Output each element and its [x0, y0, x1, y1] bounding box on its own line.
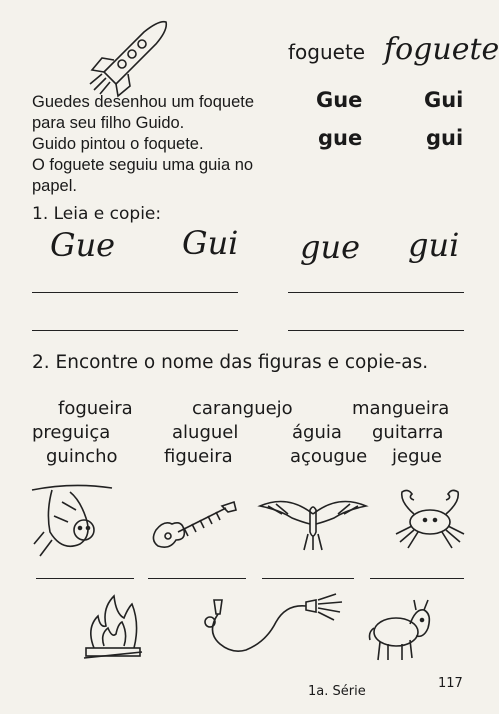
word-jegue: jegue [392, 446, 442, 467]
crab-drawing [390, 486, 470, 550]
copy-line[interactable] [288, 330, 464, 331]
fire-drawing [84, 592, 144, 662]
sloth-drawing [32, 482, 112, 562]
copy-line[interactable] [32, 330, 238, 331]
copy-line[interactable] [288, 292, 464, 293]
syllable-gue-lower: gue [318, 126, 363, 150]
exercise2-title: 2. Encontre o nome das figuras e copie-as. [32, 352, 429, 373]
copy-line[interactable] [370, 578, 464, 579]
donkey-drawing [366, 598, 436, 662]
story-line: papel. [32, 177, 77, 195]
guitar-drawing [148, 500, 238, 550]
copy-line[interactable] [32, 292, 238, 293]
copy-line[interactable] [262, 578, 354, 579]
word-preguica: preguiça [32, 422, 111, 443]
story-line: para seu filho Guido. [32, 114, 185, 132]
cursive-gui-lower: gui [408, 226, 460, 264]
story-line: Guido pintou o foquete. [32, 135, 204, 153]
exercise1-title: 1. Leia e copie: [32, 204, 162, 224]
story-text [32, 92, 254, 197]
cursive-gui-upper: Gui [182, 224, 239, 262]
word-mangueira: mangueira [352, 398, 450, 419]
cursive-gue-lower: gue [300, 228, 361, 266]
cursive-gue-upper: Gue [50, 226, 116, 264]
word-guincho: guincho [46, 446, 118, 467]
story-line: O foguete seguiu uma guia no [32, 156, 254, 174]
word-acougue: açougue [290, 446, 368, 467]
page-number: 117 [438, 676, 463, 691]
word-guitarra: guitarra [372, 422, 444, 443]
footer-series: 1a. Série [308, 684, 366, 699]
word-caranguejo: caranguejo [192, 398, 293, 419]
rocket-drawing [84, 12, 174, 92]
syllable-gue-upper: Gue [316, 88, 363, 112]
copy-line[interactable] [148, 578, 246, 579]
story-line: Guedes desenhou um foquete [32, 93, 255, 111]
syllable-gui-lower: gui [426, 126, 464, 150]
eagle-drawing [258, 492, 368, 552]
word-aluguel: aluguel [172, 422, 239, 443]
copy-line[interactable] [36, 578, 134, 579]
word-aguia: águia [292, 422, 342, 443]
word-fogueira: fogueira [58, 398, 133, 419]
hose-drawing [196, 592, 346, 666]
word-figueira: figueira [164, 446, 233, 467]
header-word-cursive: foguete [384, 32, 499, 67]
syllable-gui-upper: Gui [424, 88, 464, 112]
header-word-print: foguete [288, 40, 366, 64]
